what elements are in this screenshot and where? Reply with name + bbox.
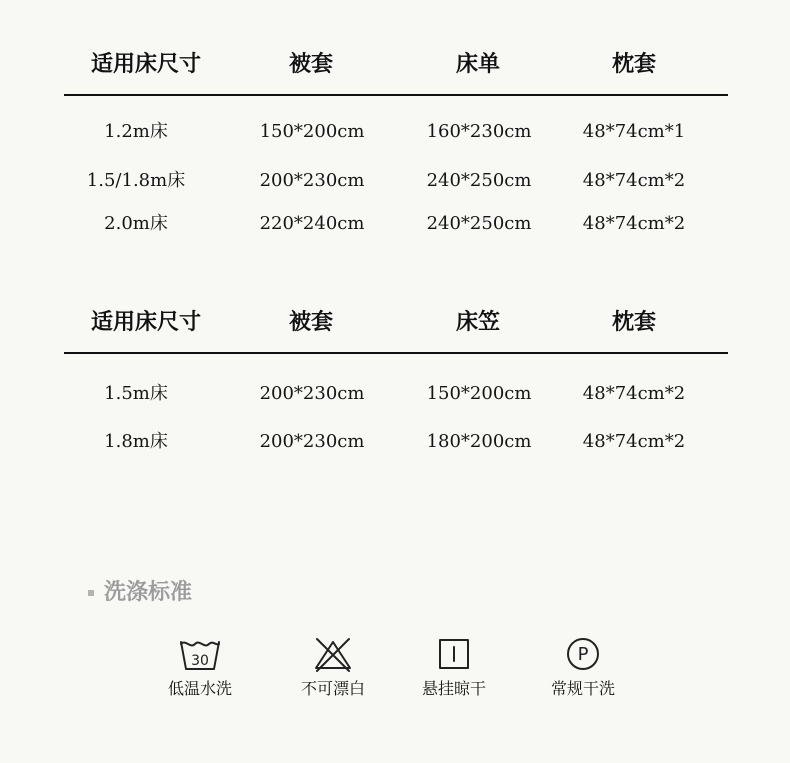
header-pillowcase: 枕套 xyxy=(611,52,657,77)
table-cell-pillowcase: 48*74cm*2 xyxy=(582,170,686,191)
table-cell-pillowcase: 48*74cm*2 xyxy=(582,213,686,234)
table-cell-sheet: 160*230cm xyxy=(426,121,532,142)
table-cell-fitted-sheet: 150*200cm xyxy=(426,383,532,404)
table-header-row xyxy=(64,44,728,96)
table-row xyxy=(64,380,728,408)
care-title xyxy=(88,578,192,608)
table-row xyxy=(64,428,728,456)
care-instructions xyxy=(88,576,728,706)
header-pillowcase: 枕套 xyxy=(611,310,657,335)
table-cell-pillowcase: 48*74cm*1 xyxy=(582,121,686,142)
table-cell-duvet: 200*230cm xyxy=(259,383,365,404)
table-row xyxy=(64,118,728,146)
table-cell-duvet: 150*200cm xyxy=(259,121,365,142)
table-cell-size: 1.8m床 xyxy=(104,431,168,452)
table-cell-size: 1.5/1.8m床 xyxy=(86,170,186,191)
square-bullet-icon xyxy=(88,590,94,596)
table-row xyxy=(64,167,728,195)
table-cell-size: 1.2m床 xyxy=(104,121,168,142)
dry-clean-p-icon xyxy=(561,636,605,672)
care-item-wash xyxy=(150,636,250,706)
table-cell-pillowcase: 48*74cm*2 xyxy=(582,431,686,452)
table-cell-pillowcase: 48*74cm*2 xyxy=(582,383,686,404)
size-table-2 xyxy=(64,302,728,452)
table-header-row xyxy=(64,302,728,354)
table-cell-sheet: 240*250cm xyxy=(426,213,532,234)
table-cell-fitted-sheet: 180*200cm xyxy=(426,431,532,452)
care-title-text: 洗涤标准 xyxy=(104,580,193,605)
wash-30-icon xyxy=(178,636,222,672)
size-table-1 xyxy=(64,44,728,234)
header-fitted-sheet: 床笠 xyxy=(455,310,501,335)
care-label: 常规干洗 xyxy=(550,679,615,698)
table-cell-duvet: 220*240cm xyxy=(259,213,365,234)
table-cell-duvet: 200*230cm xyxy=(259,170,365,191)
care-item-bleach xyxy=(283,636,383,706)
svg-text:30: 30 xyxy=(191,653,209,669)
no-bleach-icon xyxy=(311,636,355,672)
care-item-dry-clean xyxy=(533,636,633,706)
table-cell-size: 1.5m床 xyxy=(104,383,168,404)
hang-dry-icon xyxy=(432,636,476,672)
header-bed-sheet: 床单 xyxy=(455,52,501,77)
header-bed-size: 适用床尺寸 xyxy=(90,52,202,77)
header-duvet-cover: 被套 xyxy=(288,52,334,77)
table-cell-duvet: 200*230cm xyxy=(259,431,365,452)
header-bed-size: 适用床尺寸 xyxy=(90,310,202,335)
table-cell-sheet: 240*250cm xyxy=(426,170,532,191)
care-label: 低温水洗 xyxy=(167,679,232,698)
header-duvet-cover: 被套 xyxy=(288,310,334,335)
care-label: 不可漂白 xyxy=(300,679,365,698)
table-row xyxy=(64,210,728,238)
care-label: 悬挂晾干 xyxy=(421,679,486,698)
care-item-dry xyxy=(404,636,504,706)
svg-text:P: P xyxy=(577,644,589,665)
table-cell-size: 2.0m床 xyxy=(104,213,168,234)
